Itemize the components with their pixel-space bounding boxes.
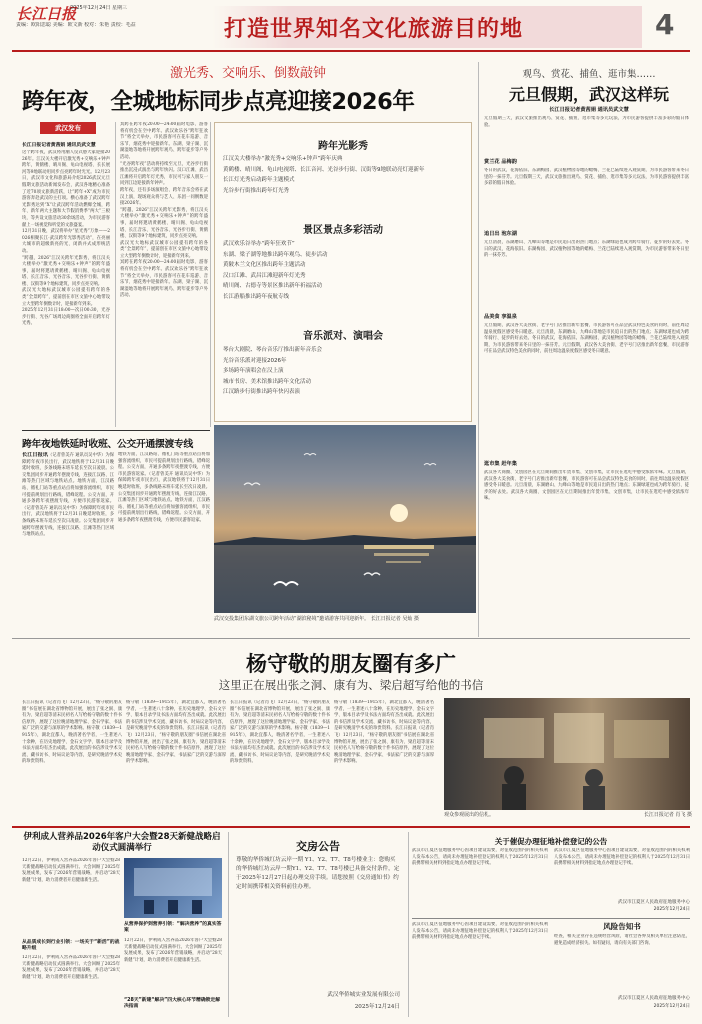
section-banner [212,6,642,48]
ad1-body: 12月22日，伊利成人营养品2026年客户大会暨28天新健战略启动仪式圆满举行。大会回顾了2025年发展成果，发布了2026年营销战略，并启动“28天新健”计划，助力消费者开启健康新生活。 [22,858,120,883]
right-p3: 元旦假期，武汉各大美食街、老字号门店推出新年套餐，市民游客可在品尝武汉特色美食的同时，前往周边温泉度假区感受冬日暖意。元旦清晨，东湖磨山、九峰山等地是市民追日出的热门地点；东湖绿道也成为跨年骑行、徒步的好去处。冬日的武汉，花海依旧。东湖梅园、武汉植物园等地的蜡梅、兰花已陆续进入观赏期，为市民游客带来冬日里的一抹芬芳。元旦假期，武汉各大美食街、老字号门店推出新年套餐，市民游客可在品尝武汉特色美食的同时，前往周边温泉度假区感受冬日暖意。 [484,323,689,355]
ad1-subhead-3: “28天”新建“解决”四大核心环节精确锁定解决指南 [124,998,221,1009]
right-headline: 元旦假期，武汉这样玩 [508,85,669,104]
list-item: 黄鹤楼、晴川阁、龟山电视塔、长江音河、光谷步行街、汉街等9地联动亮灯迎新年 [223,166,425,173]
list-item: 黄陂木兰文化区推出跨年主题活动 [223,262,306,268]
exhibition-caption: 观众参观展出的信札。 [444,812,495,818]
feature-headline: 杨守敬的朋友圈有多广 [246,652,456,676]
notice-company: 武汉华侨城实业发展有限公司 [327,992,400,998]
newspaper-logo: 长江日报 [16,5,77,23]
right-subhead-2: 追日出 泡东湖 [484,231,517,237]
right-byline: 长江日报记者黄茜娟 通讯员武文慧 [549,107,629,113]
lead-byline: 长江日报记者黄茜娟 通讯员武文慧 [22,143,96,148]
ad1-photo [124,858,222,918]
right-p4: 武汉各大商圈、文创园区在元旦期间推出年货市集、文创市集，让市民在逛吃中感受浓浓年味。元旦假期，武汉各大美食街、老字号门店推出新年套餐，市民游客可在品尝武汉特色美食的同时，前往周边温泉度假区感受冬日暖意。元旦清晨，东湖磨山、九峰山等地是市民追日出的热门地点；东湖绿道也成为跨年骑行、徒步的好去处。武汉各大商圈、文创园区在元旦期间推出年货市集、文创市集，让市民在逛吃中感受浓浓年味。 [484,470,689,502]
metro-col2: 地铁方面，江汉路站、循礼门站等重点站点将加强客流组织，市民可提前规划出行路线，错峰返程。公交方面，开通多条跨年夜摆渡专线，方便市民游客返家。（记者曾美卉 通讯员吴中华）为保障跨年夜市民出行，武汉地铁将于12月31日晚延时收班，多条线路末班车延长至次日凌晨。公交集团同步开通跨年摆渡专线，连接江汉路、江滩等热门区域与地铁站点。地铁方面，江汉路站、循礼门站等重点站点将加强客流组织，市民可提前规划出行路线，错峰返程。公交方面，开通多条跨年夜摆渡专线，方便市民游客返家。 [118,452,210,523]
lead-kicker: 激光秀、交响乐、倒数敲钟 [169,66,326,81]
notice-headline: 交房公告 [296,840,340,853]
list-item: 长江游船推出跨年夜航专线 [223,293,290,300]
list-item: 光谷步行街推出跨年灯光秀 [223,187,290,194]
box-section-title: 音乐派对、演唱会 [303,331,383,342]
feature-col4: 杨守敬（1839—1915年），湖北宜都人，晚清著名学者，一生著述八十余种，在历史地理学、金石文字学、版本目录学及书法方面均有杰出成就。此次展出的书信涉及学术交流、藏书访书、时局议论等内容，是研究晚清学术史的珍贵资料。长江日报讯（记者肖飞）12月23日，“杨守敬的朋友圈”书信展在湖北省博物馆开展，展出了张之洞、康有为、梁启超等清末民初名人写给杨守敬的数十件书信原件，展现了这位晚清地理学家、金石学家、书法家广泛的交游与深厚的学术影响。 [334,700,434,765]
announcement-date: 2025年12月24日 [653,907,690,912]
editor-line: 责编：欧阳思聪 美编：欧文新 校对：朱艳 责校：毛益 [16,22,136,28]
announcement-footer: 武汉市江夏区人民政府征地服务中心 [618,900,690,905]
right-p1: 冬日的武汉，花海依旧。东湖梅园、武汉植物园等地的蜡梅、兰花已陆续进入观赏期，为市民游客带来冬日里的一抹芬芳。元旦假期三天，武汉文旅推出观鸟、赏花、捕鱼、逛市集等多元玩法，为市民游客提供丰富多彩的假日体验。 [484,168,689,187]
lead-col2: 冥跨在跨年夜20:00—24:00届时电影、游客将有机会在空中跨年。武汉欢乐谷“跨年狂欢节”将全天举办，市民游客可在花车巡游、音乐节、烟花秀中迎接新年。东湖、梁子湖、沉湖湿地等地将开展跨年观鸟、跨年徒步等户外活动。 “光谷跨年夜”活动将持续至元旦，光谷步行街推出沉浸式演出与跨年快闪。汉口江滩、武昌江滩将开启跨年灯光秀，市民可与家人朋友一同到江边迎接新年钟声。 跨年夜，还有多场演唱会、跨年音乐会将在武汉上演，现场观众将与艺人、乐团一同倒数迎接2026年。 “跨越，2026”江汉关跨年光影秀，将江汉关大楼举办“激光秀+交响乐+钟声”的跨年盛事，届时将邀请黄鹤楼、晴川阁、龟山电视塔、长江音乐、光谷音乐、光谷步行街、黄鹤楼、汉街等9个地标建筑，同步点亮交响。 武汉光大地标武汉城市公园提有跨年的各类“全景跨年”，提前创在市区文旅中心地带设立大型跨年倒数计时，迎接新年到来。 冥跨在跨年夜20:00—24:00届时电影、游客将有机会在空中跨年。武汉欢乐谷“跨年狂欢节”将全天举办，市民游客可在花车巡游、音乐节、烟花秀中迎接新年。东湖、梁子湖、沉湖湿地等地将开展跨年观鸟、跨年徒步等户外活动。 [120,122,208,299]
box-list [223,154,467,196]
ad1-subhead-1: 从品质成长到行业引领：一场关于“新活”的战略升级 [22,940,120,951]
feature-col2: 杨守敬（1839—1915年），湖北宜都人，晚清著名学者，一生著述八十余种，在历史地理学、金石文字学、版本目录学及书法方面均有杰出成就。此次展出的书信涉及学术交流、藏书访书、时局议论等内容，是研究晚清学术史的珍贵资料。长江日报讯（记者肖飞）12月23日，“杨守敬的朋友圈”书信展在湖北省博物馆开展，展出了张之洞、康有为、梁启超等清末民初名人写给杨守敬的数十件书信原件，展现了这位晚清地理学家、金石学家、书法家广泛的交游与深厚的学术影响。 [126,700,226,765]
section-tag: 武汉发布 [40,122,96,134]
list-item: 多场跨年演唱会在汉上演 [223,368,284,374]
feature-col3: 长江日报讯（记者肖飞）12月23日，“杨守敬的朋友圈”书信展在湖北省博物馆开展，展出了张之洞、康有为、梁启超等清末民初名人写给杨守敬的数十件书信原件，展现了这位晚清地理学家、金石学家、书法家广泛的交游与深厚的学术影响。杨守敬（1839—1915年），湖北宜都人，晚清著名学者，一生著述八十余种，在历史地理学、金石文字学、版本目录学及书法方面均有杰出成就。此次展出的书信涉及学术交流、藏书访书、时局议论等内容，是研究晚清学术史的珍贵资料。 [230,700,330,765]
exhibition-scene-illustration [444,698,690,810]
masthead [0,0,702,58]
announcement-headline: 关于催促办理征地补偿登记的公告 [494,837,608,846]
right-p2: 元旦清晨，东湖磨山、九峰山等地是市民追日出的热门地点；东湖绿道也成为跨年骑行、徒步的好去处。冬日的武汉，花海依旧。东湖梅园、武汉植物园等地的蜡梅、兰花已陆续进入观赏期，为市民游客带来冬日里的一抹芬芳。 [484,240,689,259]
risk-date: 2025年12月24日 [653,1004,690,1009]
list-item: 光谷音乐派对迎接2026年 [223,357,287,364]
box-section-title: 景区景点多彩活动 [303,225,383,236]
ad1-body-2: 12月22日，伊利成人营养品2026年客户大会暨28天新健战略启动仪式圆满举行。大会回顾了2025年发展成果，发布了2026年营销战略，并启动“28天新健”计划，助力消费者开启健康新生活。 [22,955,120,980]
lead-col1: 这个跨年夜，武汉将用潮人仪式感大家迎接2026年。江汉关大楼开启激光秀+交响乐+钟声跨年，黄鹤楼、晴川阁、龟山电视塔、长长展河等9地联动用同步点亮跨年时光光。12月23日，武汉市文化和旅游局介绍2026武汉元旦假期文旅活动新闻发布会，武汉各地精心准备了近70项文旅新活跃，让“跨年+X”成为市民游客奔赴武汉的主打项。横心准备了武汉跨年光影秀达到“X”让武汉跨年活动燃爆全城，跨年、新年两大主题和大节假消费季“两大”三板块，等共设文旅活动30余场活动，为市民游客献上一场视觉和听觉的文旅盛宴。 12月31日晚，武汉将举办“星光秀”万象——2026相聚长江·武汉跨年光影秀活动”，在亮丽大城市的超级新亮的光、闭新并式成形统活动。 “跨越，2026”江汉关跨年光影秀，将江汉关大楼举办“激光秀+交响乐+钟声”的跨年盛事，届时将邀请黄鹤楼、晴川阁、龟山电视塔、长江音乐、光谷音乐、光谷步行街、黄鹤楼、汉街等9个地标建筑，同步点亮交响。 武汉光大地标武汉城市公园提有跨年的各类“全景跨年”，提前创在市区文旅中心地带设立大型跨年倒数计时，迎接新年到来。 2025年12月31日18:00—次日00:30，光谷步行街、光谷广场周边商圈将全面开启跨年灯光秀。 [22,150,110,327]
list-item: 城市书房、美术馆推出跨年文化活动 [223,378,312,385]
feature-col1: 长江日报讯（记者肖飞）12月23日，“杨守敬的朋友圈”书信展在湖北省博物馆开展，展出了张之洞、康有为、梁启超等清末民初名人写给杨守敬的数十件书信原件，展现了这位晚清地理学家、金石学家、书法家广泛的交游与深厚的学术影响。杨守敬（1839—1915年），湖北宜都人，晚清著名学者，一生著述八十余种，在历史地理学、金石文字学、版本目录学及书法方面均有杰出成就。此次展出的书信涉及学术交流、藏书访书、时局议论等内容，是研究晚清学术史的珍贵资料。 [22,700,122,765]
list-item: 东湖、梁子湖等地推出跨年观鸟、徒步活动 [223,251,328,258]
page-number: 4 [655,8,675,41]
feature-subhead: 这里正在展出张之洞、康有为、梁启超写给他的书信 [218,678,484,692]
right-subhead-4: 逛市集 赶年集 [484,461,517,467]
list-item: 汉口江滩、武昌江滩迎新年灯光秀 [223,272,306,279]
ad1-headline: 伊利成人营养品2026年客户大会暨28天新健战略启动仪式圆满举行 [23,832,221,853]
exhibition-photo [444,698,690,810]
right-kicker: 观鸟、赏花、捕鱼、逛市集…… [522,69,656,80]
list-item: 晴川阁、古德寺等景区推出新年祈福活动 [223,283,323,289]
box-list [223,345,467,398]
ad1-subhead-2: 从营养保护到营养引领：“解决营养”的真实答案 [124,922,222,933]
right-subhead-1: 赏兰花 品梅韵 [484,159,517,165]
metro-headline: 跨年夜地铁延时收班、公交开通摆渡专线 [22,439,193,450]
metro-col1: 长江日报讯（记者曾美卉 通讯员吴中华）为保障跨年夜市民出行，武汉地铁将于12月31日晚延时收班，多条线路末班车延长至次日凌晨。公交集团同步开通跨年摆渡专线，连接江汉路、江滩等热门区域与地铁站点。地铁方面，江汉路站、循礼门站等重点站点将加强客流组织，市民可提前规划出行路线，错峰返程。公交方面，开通多条跨年夜摆渡专线，方便市民游客返家。（记者曾美卉 通讯员吴中华）为保障跨年夜市民出行，武汉地铁将于12月31日晚延时收班，多条线路末班车延长至次日凌晨。公交集团同步开通跨年摆渡专线，连接江汉路、江滩等热门区域与地铁站点。 [22,452,114,538]
list-item: 琴台大剧院、琴台音乐厅推出新年音乐会 [223,347,323,353]
right-intro: 元旦假期三天，武汉文旅推出观鸟、赏花、捕鱼、逛市集等多元玩法，为市民游客提供丰富多彩的假日体验。 [484,116,689,128]
list-item: 武汉欢乐谷举办“跨年狂欢节” [223,241,295,247]
notice-date: 2025年12月24日 [354,1004,400,1010]
box-list [223,239,467,302]
exhibition-credit: 长江日报记者 肖飞 摄 [643,812,692,818]
photo-caption: 武汉交投集团东湖文旅公司跨年活动“湖滨秘境”邀请游客共同迎新年。 长江日报记者 吴灿 摄 [214,616,419,622]
date-line: 2025年12月24日 星期三 [70,5,128,11]
list-item: 江汉关大楼举办“激光秀+交响乐+钟声”跨年庆典 [223,156,343,162]
announcement-body-col2: 武汉市江夏区征地服务中心因项目建设需要，对征收范围内的相关权利人发布本公告，请尚未办理征地补偿登记的权利人于2025年12月31日前携带相关材料到指定地点办理登记手续。 [554,848,690,867]
list-item: 江汉路步行街推出跨年快闪表演 [223,389,301,395]
box-section-title: 跨年光影秀 [318,141,368,152]
sidebar-box [214,122,472,422]
conference-stage-illustration [124,858,222,918]
banner-title: 打造世界知名文化旅游目的地 [224,17,524,42]
ad1-body-3: 12月22日，伊利成人营养品2026年客户大会暨28天新健战略启动仪式圆满举行。大会回顾了2025年发展成果，发布了2026年营销战略，并启动“28天新健”计划，助力消费者开启健康新生活。 [124,938,222,963]
notice-body: 尊敬的华侨城红坊云岸一期 Y1、Y2、T7、T8号楼业主：您购买的华侨城红坊云岸一期Y1、Y2、T7、T8号楼已具备交付条件，定于2025年12月27日起办理交房手续。请您按照《交房通知书》约定时间携带相关资料前往办理。 [236,857,400,890]
sunset-scene-illustration [214,425,476,613]
risk-footer: 武汉市江夏区人民政府征地服务中心 [618,996,690,1001]
sunset-lake-photo [214,425,476,613]
risk-body-col2: 经查，相关企业存在违规经营风险，请社会各界及相关单位注意防范，避免造成经济损失。如有疑问，请向有关部门咨询。 [554,934,690,946]
right-subhead-3: 品美食 享温泉 [484,314,517,320]
list-item: 长江灯光秀启动跨年主题模式 [223,177,295,183]
lead-headline: 跨年夜，全城地标同步点亮迎接2026年 [22,89,415,115]
risk-body-col1: 武汉市江夏区征地服务中心因项目建设需要，对征收范围内的相关权利人发布本公告，请尚未办理征地补偿登记的权利人于2025年12月31日前携带相关材料到指定地点办理登记手续。 [412,922,548,941]
risk-headline: 风险告知书 [603,922,641,931]
announcement-body-col1: 武汉市江夏区征地服务中心因项目建设需要，对征收范围内的相关权利人发布本公告，请尚未办理征地补偿登记的权利人于2025年12月31日前携带相关材料到指定地点办理登记手续。 [412,848,548,867]
